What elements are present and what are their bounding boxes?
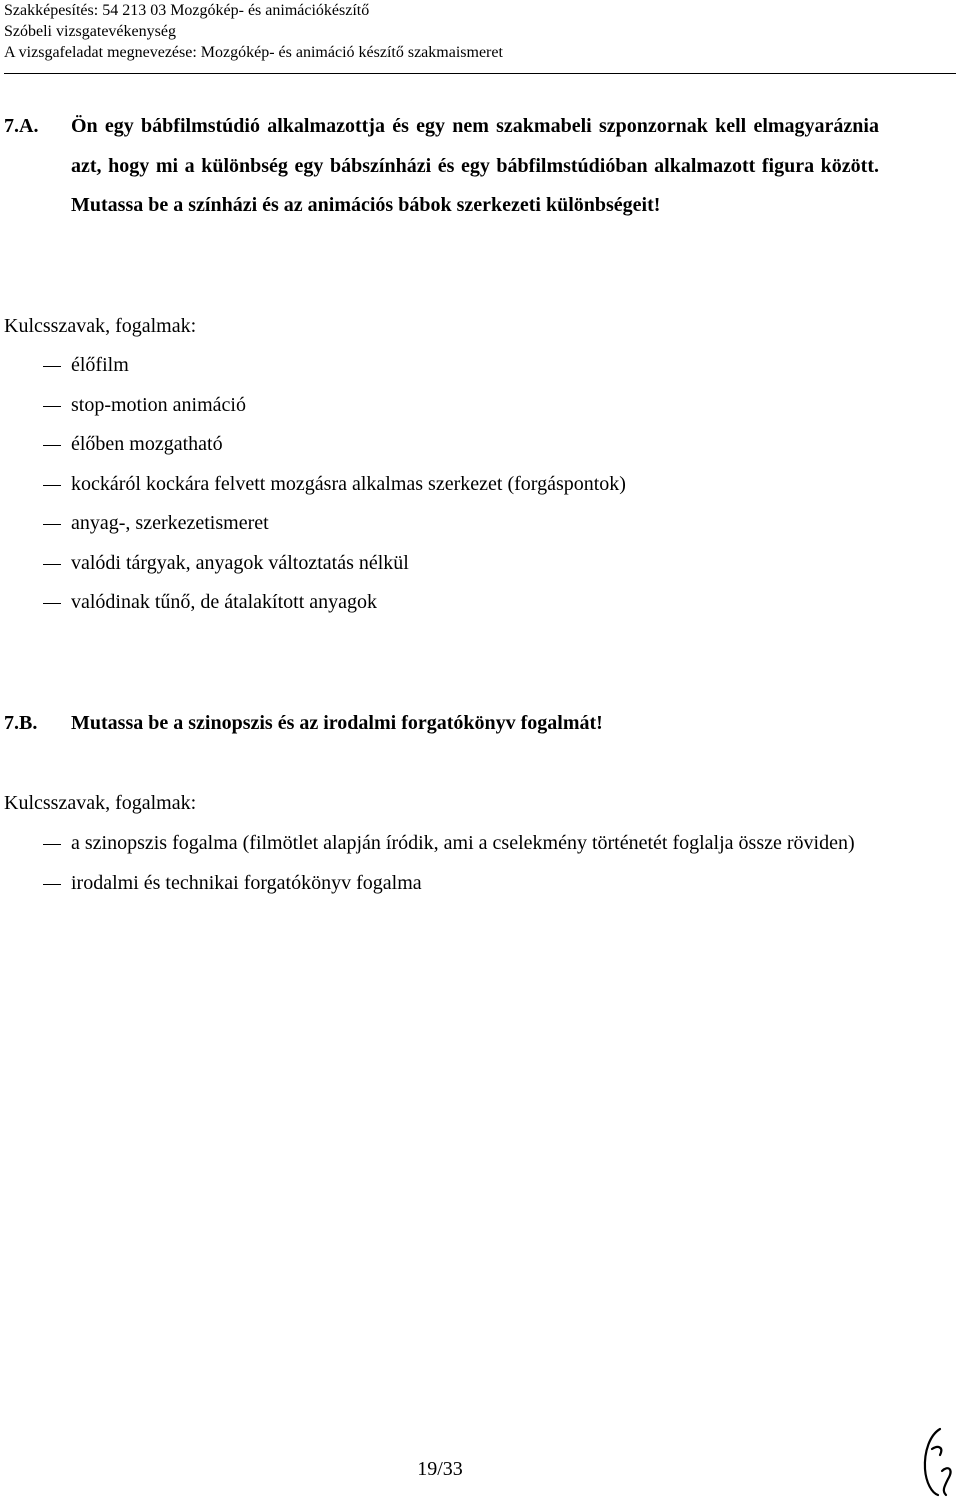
list-item-text: irodalmi és technikai forgatókönyv fogalma bbox=[71, 871, 422, 894]
dash-bullet bbox=[43, 485, 61, 486]
list-item-text: stop-motion animáció bbox=[71, 393, 246, 416]
list-item bbox=[4, 864, 879, 904]
list-item bbox=[4, 425, 879, 465]
dash-bullet bbox=[43, 445, 61, 446]
list-item-text: élőfilm bbox=[71, 354, 129, 376]
task-7b bbox=[4, 704, 879, 744]
dash-bullet bbox=[43, 564, 61, 565]
task-7a-keywords-label: Kulcsszavak, fogalmak: bbox=[4, 315, 197, 337]
task-7b-text: Mutassa be a szinopszis és az irodalmi forgatókönyv fogalmát! bbox=[71, 712, 603, 734]
dash-bullet bbox=[43, 524, 61, 525]
list-item bbox=[4, 504, 879, 544]
handwritten-signature bbox=[918, 1425, 956, 1499]
task-7a bbox=[4, 107, 879, 226]
header-exam-task-name: A vizsgafeladat megnevezése: Mozgókép- és animáció készítő szakmaismeret bbox=[4, 44, 503, 61]
list-item-text: valódinak tűnő, de átalakított anyagok bbox=[71, 591, 378, 613]
dash-bullet bbox=[43, 844, 61, 845]
list-item bbox=[4, 465, 879, 505]
header-exam-type: Szóbeli vizsgatevékenység bbox=[4, 23, 176, 40]
document-header bbox=[4, 0, 503, 63]
list-item-text: valódi tárgyak, anyagok változtatás nélkül bbox=[71, 551, 409, 574]
task-7a-number: 7.A. bbox=[4, 115, 39, 137]
dash-bullet bbox=[43, 366, 61, 367]
dash-bullet bbox=[43, 406, 61, 407]
list-item-text: kockáról kockára felvett mozgásra alkalmas szerkezet (forgáspontok) bbox=[71, 472, 626, 495]
task-7a-text: Ön egy bábfilmstúdió alkalmazottja és egy nem szakmabeli szponzornak kell elmagyaráznia azt, hogy mi a különbség egy bábszínházi és egy bábfilmstúdióban alkalmazott figura között. Mutassa be a színházi és az animációs bábok szerkezeti különbségeit! bbox=[71, 115, 879, 216]
list-item bbox=[4, 386, 879, 426]
header-qualification: Szakképesítés: 54 213 03 Mozgókép- és animációkészítő bbox=[4, 2, 370, 19]
list-item bbox=[4, 346, 879, 386]
list-item-text: élőben mozgatható bbox=[71, 433, 223, 455]
dash-bullet bbox=[43, 603, 61, 604]
dash-bullet bbox=[43, 884, 61, 885]
task-7a-keywords-list bbox=[4, 346, 879, 623]
list-item bbox=[4, 544, 879, 584]
list-item-text: a szinopszis fogalma (filmötlet alapján íródik, ami a cselekmény történetét foglalja össze röviden) bbox=[71, 832, 855, 854]
list-item bbox=[4, 824, 879, 864]
task-7b-keywords-label: Kulcsszavak, fogalmak: bbox=[4, 792, 197, 814]
list-item-text: anyag-, szerkezetismeret bbox=[71, 512, 269, 534]
page-number: 19/33 bbox=[417, 1458, 463, 1480]
header-divider bbox=[4, 73, 956, 74]
task-7b-keywords-list bbox=[4, 824, 879, 903]
list-item bbox=[4, 583, 879, 623]
task-7b-number: 7.B. bbox=[4, 712, 38, 734]
